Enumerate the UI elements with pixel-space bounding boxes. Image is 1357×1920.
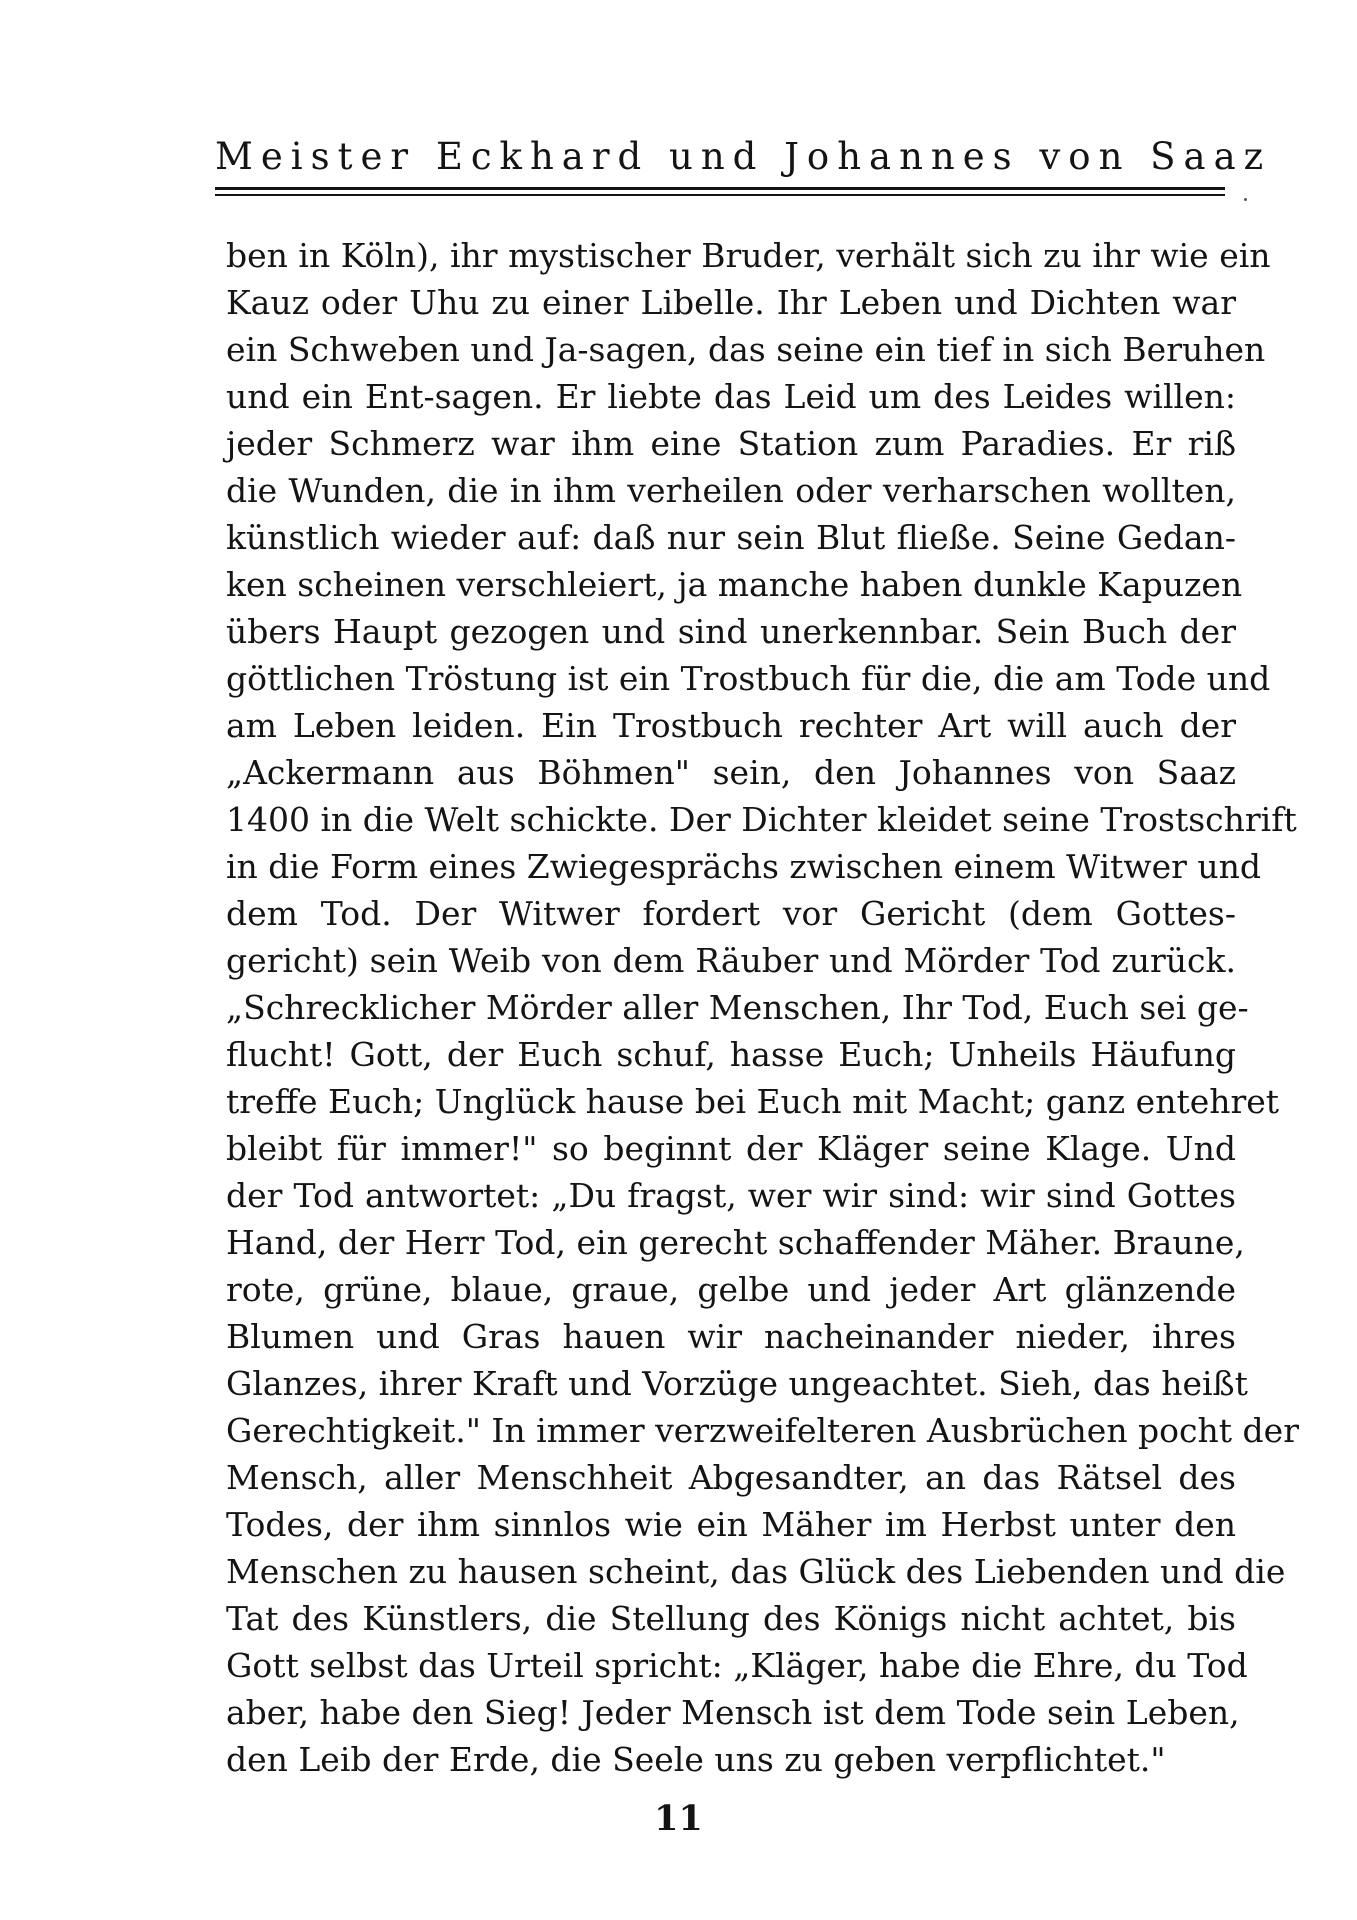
text-line: in die Form eines Zwiegesprächs zwischen einem Witwer und [226,847,1261,886]
text-line: rote, grüne, blaue, graue, gelbe und jeder Art glänzende [226,1270,1236,1309]
text-line: Kauz oder Uhu zu einer Libelle. Ihr Leben und Dichten war [226,283,1236,322]
header-rule-dot [1244,198,1247,201]
text-line: aber, habe den Sieg! Jeder Mensch ist dem Tode sein Leben, [226,1693,1240,1732]
text-line: „Ackermann aus Böhmen" sein, den Johannes von Saaz [226,753,1236,792]
text-line: Menschen zu hausen scheint, das Glück des Liebenden und die [226,1552,1286,1591]
text-line: der Tod antwortet: „Du fragst, wer wir sind: wir sind Gottes [226,1176,1236,1215]
text-line: Tat des Künstlers, die Stellung des Königs nicht achtet, bis [226,1599,1236,1638]
text-line: Blumen und Gras hauen wir nacheinander nieder, ihres [226,1317,1236,1356]
text-line: die Wunden, die in ihm verheilen oder verharschen wollten, [226,471,1236,510]
text-line: „Schrecklicher Mörder aller Menschen, Ihr Tod, Euch sei ge- [226,988,1249,1027]
text-line: treffe Euch; Unglück hause bei Euch mit Macht; ganz entehret [226,1082,1280,1121]
text-line: am Leben leiden. Ein Trostbuch rechter Art will auch der [226,706,1236,745]
running-head: Meister Eckhard und Johannes von Saaz [215,135,1272,178]
header-rule-thick [215,187,1225,190]
text-line: bleibt für immer!" so beginnt der Kläger seine Klage. Und [226,1129,1236,1168]
text-line: und ein Ent-sagen. Er liebte das Leid um des Leides willen: [226,377,1236,416]
text-line: ein Schweben und Ja-sagen, das seine ein tief in sich Beruhen [226,330,1266,369]
text-line: ben in Köln), ihr mystischer Bruder, verhält sich zu ihr wie ein [226,236,1271,275]
text-line: gericht) sein Weib von dem Räuber und Mörder Tod zurück. [226,941,1236,980]
text-line: übers Haupt gezogen und sind unerkennbar. Sein Buch der [226,612,1236,651]
page-number: 11 [654,1798,703,1839]
body-text [226,232,1299,1783]
text-line: ken scheinen verschleiert, ja manche haben dunkle Kapuzen [226,565,1243,604]
text-line: 1400 in die Welt schickte. Der Dichter kleidet seine Trostschrift [226,800,1297,839]
text-line: jeder Schmerz war ihm eine Station zum Paradies. Er riß [226,424,1236,463]
header-rule-thin [215,194,1225,196]
text-line: Hand, der Herr Tod, ein gerecht schaffender Mäher. Braune, [226,1223,1245,1262]
text-line: Gott selbst das Urteil spricht: „Kläger, habe die Ehre, du Tod [226,1646,1248,1685]
text-line: Todes, der ihm sinnlos wie ein Mäher im Herbst unter den [226,1505,1236,1544]
text-line: göttlichen Tröstung ist ein Trostbuch für die, die am Tode und [226,659,1271,698]
text-line: flucht! Gott, der Euch schuf, hasse Euch; Unheils Häufung [226,1035,1236,1074]
text-line: dem Tod. Der Witwer fordert vor Gericht (dem Gottes- [226,894,1236,933]
text-line: künstlich wieder auf: daß nur sein Blut fließe. Seine Gedan- [226,518,1236,557]
text-line: den Leib der Erde, die Seele uns zu geben verpflichtet." [226,1740,1166,1779]
text-line: Glanzes, ihrer Kraft und Vorzüge ungeachtet. Sieh, das heißt [226,1364,1248,1403]
text-line: Gerechtigkeit." In immer verzweifelteren Ausbrüchen pocht der [226,1411,1299,1450]
text-line: Mensch, aller Menschheit Abgesandter, an das Rätsel des [226,1458,1236,1497]
